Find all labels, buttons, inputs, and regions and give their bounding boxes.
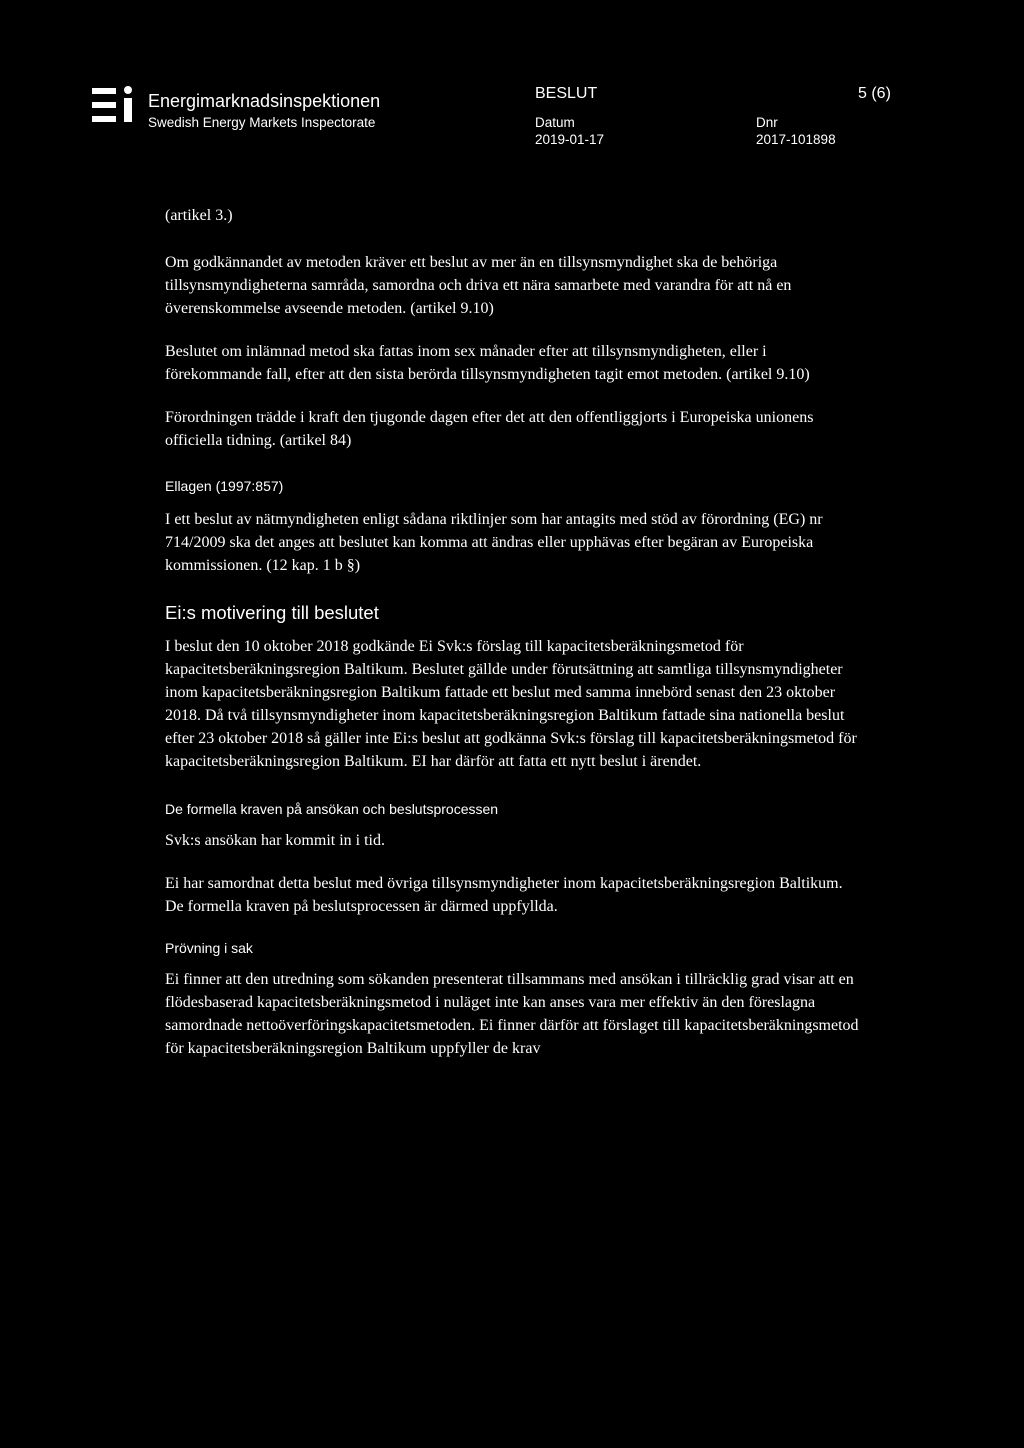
paragraph-ansokan-i-tid: Svk:s ansökan har kommit in i tid. — [165, 832, 385, 849]
date-label: Datum — [535, 115, 575, 130]
paragraph-artikel-3: (artikel 3.) — [165, 207, 233, 224]
paragraph-beslut-oktober: I beslut den 10 oktober 2018 godkände Ei Svk:s förslag till kapacitetsberäkningsmetod för kapacitetsberäkningsregion Baltikum. Beslutet gällde under förutsättning att samtliga tillsynsmyndigheter inom kapacitetsberäkningsregion Baltikum fattade ett beslut med samma innebörd senast den 23 oktober 2018. Då två tillsynsmyndigheter inom kapacitetsberäkningsregion Baltikum fattade sina nationella beslut efter 23 oktober 2018 så gäller inte Ei:s beslut att godkänna Svk:s förslag till kapacitetsberäkningsmetod för kapacitetsberäkningsregion Baltikum. EI har därför att fatta ett nytt beslut i ärendet. — [165, 638, 857, 770]
date-value: 2019-01-17 — [535, 132, 605, 147]
paragraph-samordnat: Ei har samordnat detta beslut med övriga tillsynsmyndigheter inom kapacitetsberäkningsregion Baltikum. De formella kraven på beslutsprocessen är därmed uppfyllda. — [165, 875, 843, 915]
paragraph-sex-manader: Beslutet om inlämnad metod ska fattas inom sex månader efter att tillsynsmyndigheten, eller i förekommande fall, efter att den sista berörda tillsynsmyndigheten tagit emot metoden. (artikel 9.10) — [165, 343, 810, 383]
paragraph-utredning: Ei finner att den utredning som sökanden presenterat tillsammans med ansökan i tillräcklig grad visar att en flödesbaserad kapacitetsberäkningsmetod i nuläget inte kan anses vara mer effektiv än den föreslagna samordnade nettoöverföringskapacitetsmetoden. Ei finner därför att förslaget till kapacitetsberäkningsmetod för kapacitetsberäkningsregion Baltikum uppfyller de krav — [165, 971, 859, 1057]
org-name-english: Swedish Energy Markets Inspectorate — [148, 115, 376, 130]
paragraph-samrada: Om godkännandet av metoden kräver ett beslut av mer än en tillsynsmyndighet ska de behöriga tillsynsmyndigheterna samråda, samordna och driva ett nära samarbete med varandra för att nå en överenskommelse avseende metoden. (artikel 9.10) — [165, 254, 792, 317]
document-type: BESLUT — [535, 85, 598, 102]
paragraph-natmyndigheten: I ett beslut av nätmyndigheten enligt sådana riktlinjer som har antagits med stöd av förordning (EG) nr 714/2009 ska det anges att beslutet kan komma att ändras eller upphävas efter begäran av Europeiska kommissionen. (12 kap. 1 b §) — [165, 511, 823, 574]
page-header — [0, 0, 1024, 160]
paragraph-forordningen: Förordningen trädde i kraft den tjugonde dagen efter det att den offentliggjorts i Europeiska unionens officiella tidning. (artikel 84) — [165, 409, 814, 449]
heading-formella-kraven: De formella kraven på ansökan och beslutsprocessen — [165, 801, 499, 817]
page-number: 5 (6) — [858, 85, 891, 102]
heading-provning: Prövning i sak — [165, 940, 253, 956]
heading-ellagen: Ellagen (1997:857) — [165, 478, 284, 494]
dnr-label: Dnr — [756, 115, 778, 130]
heading-motivering: Ei:s motivering till beslutet — [165, 602, 379, 623]
document-body — [165, 204, 865, 1080]
org-name: Energimarknadsinspektionen — [148, 91, 381, 111]
dnr-value: 2017-101898 — [756, 132, 836, 147]
ei-logo-icon — [92, 84, 138, 126]
